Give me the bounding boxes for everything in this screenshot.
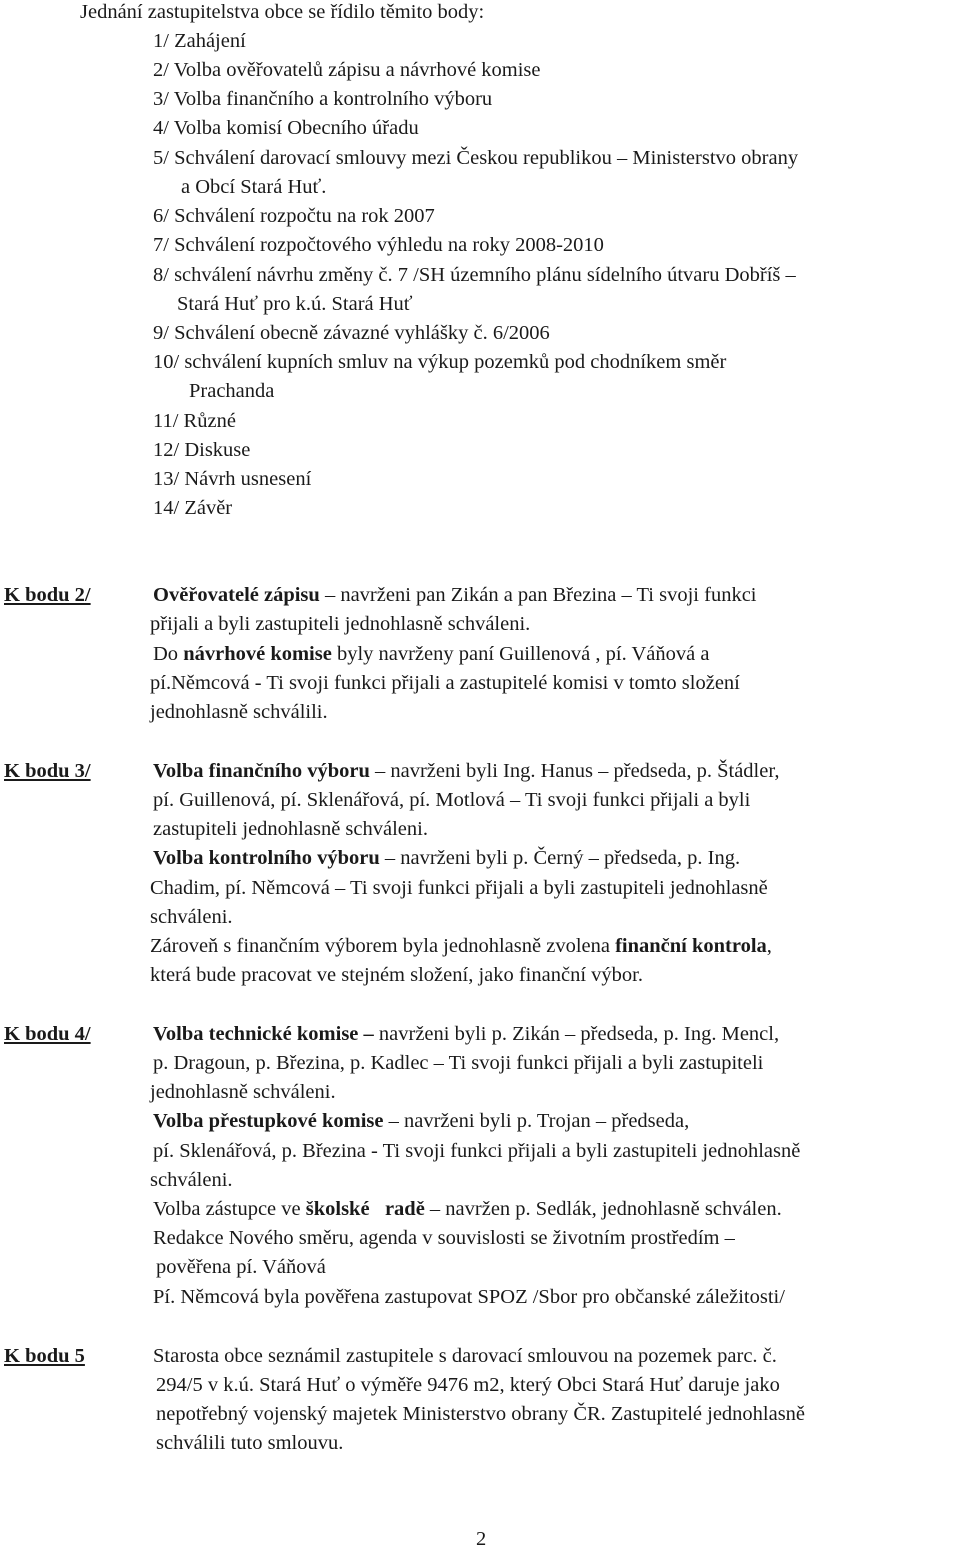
page-number: 2 bbox=[476, 1528, 487, 1550]
section-line: Volba kontrolního výboru – navrženi byli p. Černý – předseda, p. Ing. bbox=[153, 847, 741, 869]
section-line: Volba finančního výboru – navrženi byli Ing. Hanus – předseda, p. Štádler, bbox=[153, 760, 780, 782]
section-line: Volba technické komise – navrženi byli p. Zikán – předseda, p. Ing. Mencl, bbox=[153, 1023, 780, 1045]
agenda-item: 2/ Volba ověřovatelů zápisu a návrhové komise bbox=[153, 59, 541, 81]
agenda-item: 4/ Volba komisí Obecního úřadu bbox=[153, 117, 419, 139]
section-line: Volba přestupkové komise – navrženi byli p. Trojan – předseda, bbox=[153, 1110, 690, 1132]
section-label: K bodu 4/ bbox=[4, 1023, 91, 1045]
section-line: Volba zástupce ve školské radě – navržen p. Sedlák, jednohlasně schválen. bbox=[153, 1198, 782, 1220]
agenda-item: 5/ Schválení darovací smlouvy mezi Českou republikou – Ministerstvo obrany bbox=[153, 147, 799, 169]
agenda-item: 12/ Diskuse bbox=[153, 439, 251, 461]
agenda-item: Prachanda bbox=[189, 380, 275, 402]
section-line: pí.Němcová - Ti svoji funkci přijali a zastupitelé komisi v tomto složení bbox=[150, 672, 740, 694]
section-line: p. Dragoun, p. Březina, p. Kadlec – Ti svoji funkci přijali a byli zastupiteli bbox=[153, 1052, 764, 1074]
section-line: 294/5 v k.ú. Stará Huť o výměře 9476 m2, který Obci Stará Huť daruje jako bbox=[156, 1374, 780, 1396]
section-line: nepotřebný vojenský majetek Ministerstvo obrany ČR. Zastupitelé jednohlasně bbox=[156, 1403, 806, 1425]
section-line: pí. Sklenářová, p. Březina - Ti svoji funkci přijali a byli zastupiteli jednohlasně bbox=[153, 1140, 801, 1162]
agenda-item: 1/ Zahájení bbox=[153, 30, 246, 52]
agenda-item: a Obcí Stará Huť. bbox=[181, 176, 327, 198]
section-line: jednohlasně schváleni. bbox=[150, 1081, 336, 1103]
agenda-item: 7/ Schválení rozpočtového výhledu na roky 2008-2010 bbox=[153, 234, 604, 256]
section-line: která bude pracovat ve stejném složení, jako finanční výbor. bbox=[150, 964, 643, 986]
agenda-intro: Jednání zastupitelstva obce se řídilo těmito body: bbox=[80, 1, 485, 23]
section-line: přijali a byli zastupiteli jednohlasně schváleni. bbox=[150, 613, 531, 635]
section-line: Redakce Nového směru, agenda v souvislosti se životním prostředím – bbox=[153, 1227, 735, 1249]
section-line: pověřena pí. Váňová bbox=[156, 1256, 326, 1278]
agenda-item: 6/ Schválení rozpočtu na rok 2007 bbox=[153, 205, 435, 227]
agenda-item: 10/ schválení kupních smluv na výkup pozemků pod chodníkem směr bbox=[153, 351, 727, 373]
section-label: K bodu 2/ bbox=[4, 584, 91, 606]
section-line: jednohlasně schválili. bbox=[150, 701, 328, 723]
section-line: Chadim, pí. Němcová – Ti svoji funkci přijali a byli zastupiteli jednohlasně bbox=[150, 877, 768, 899]
section-line: Do návrhové komise byly navrženy paní Guillenová , pí. Váňová a bbox=[153, 643, 710, 665]
section-line: Zároveň s finančním výborem byla jednohlasně zvolena finanční kontrola, bbox=[150, 935, 772, 957]
agenda-item: Stará Huť pro k.ú. Stará Huť bbox=[177, 293, 413, 315]
section-line: schválili tuto smlouvu. bbox=[156, 1432, 344, 1454]
section-label: K bodu 5 bbox=[4, 1345, 85, 1367]
section-line: Pí. Němcová byla pověřena zastupovat SPOZ /Sbor pro občanské záležitosti/ bbox=[153, 1286, 785, 1308]
agenda-item: 8/ schválení návrhu změny č. 7 /SH územního plánu sídelního útvaru Dobříš – bbox=[153, 264, 796, 286]
agenda-item: 9/ Schválení obecně závazné vyhlášky č. 6/2006 bbox=[153, 322, 550, 344]
section-line: schváleni. bbox=[150, 906, 233, 928]
section-line: Ověřovatelé zápisu – navrženi pan Zikán a pan Březina – Ti svoji funkci bbox=[153, 584, 757, 606]
agenda-item: 11/ Různé bbox=[153, 410, 236, 432]
section-line: zastupiteli jednohlasně schváleni. bbox=[153, 818, 428, 840]
agenda-item: 13/ Návrh usnesení bbox=[153, 468, 312, 490]
section-line: pí. Guillenová, pí. Sklenářová, pí. Motlová – Ti svoji funkci přijali a byli bbox=[153, 789, 751, 811]
section-line: schváleni. bbox=[150, 1169, 233, 1191]
section-line: Starosta obce seznámil zastupitele s darovací smlouvou na pozemek parc. č. bbox=[153, 1345, 777, 1367]
agenda-item: 3/ Volba finančního a kontrolního výboru bbox=[153, 88, 493, 110]
section-label: K bodu 3/ bbox=[4, 760, 91, 782]
agenda-item: 14/ Závěr bbox=[153, 497, 233, 519]
